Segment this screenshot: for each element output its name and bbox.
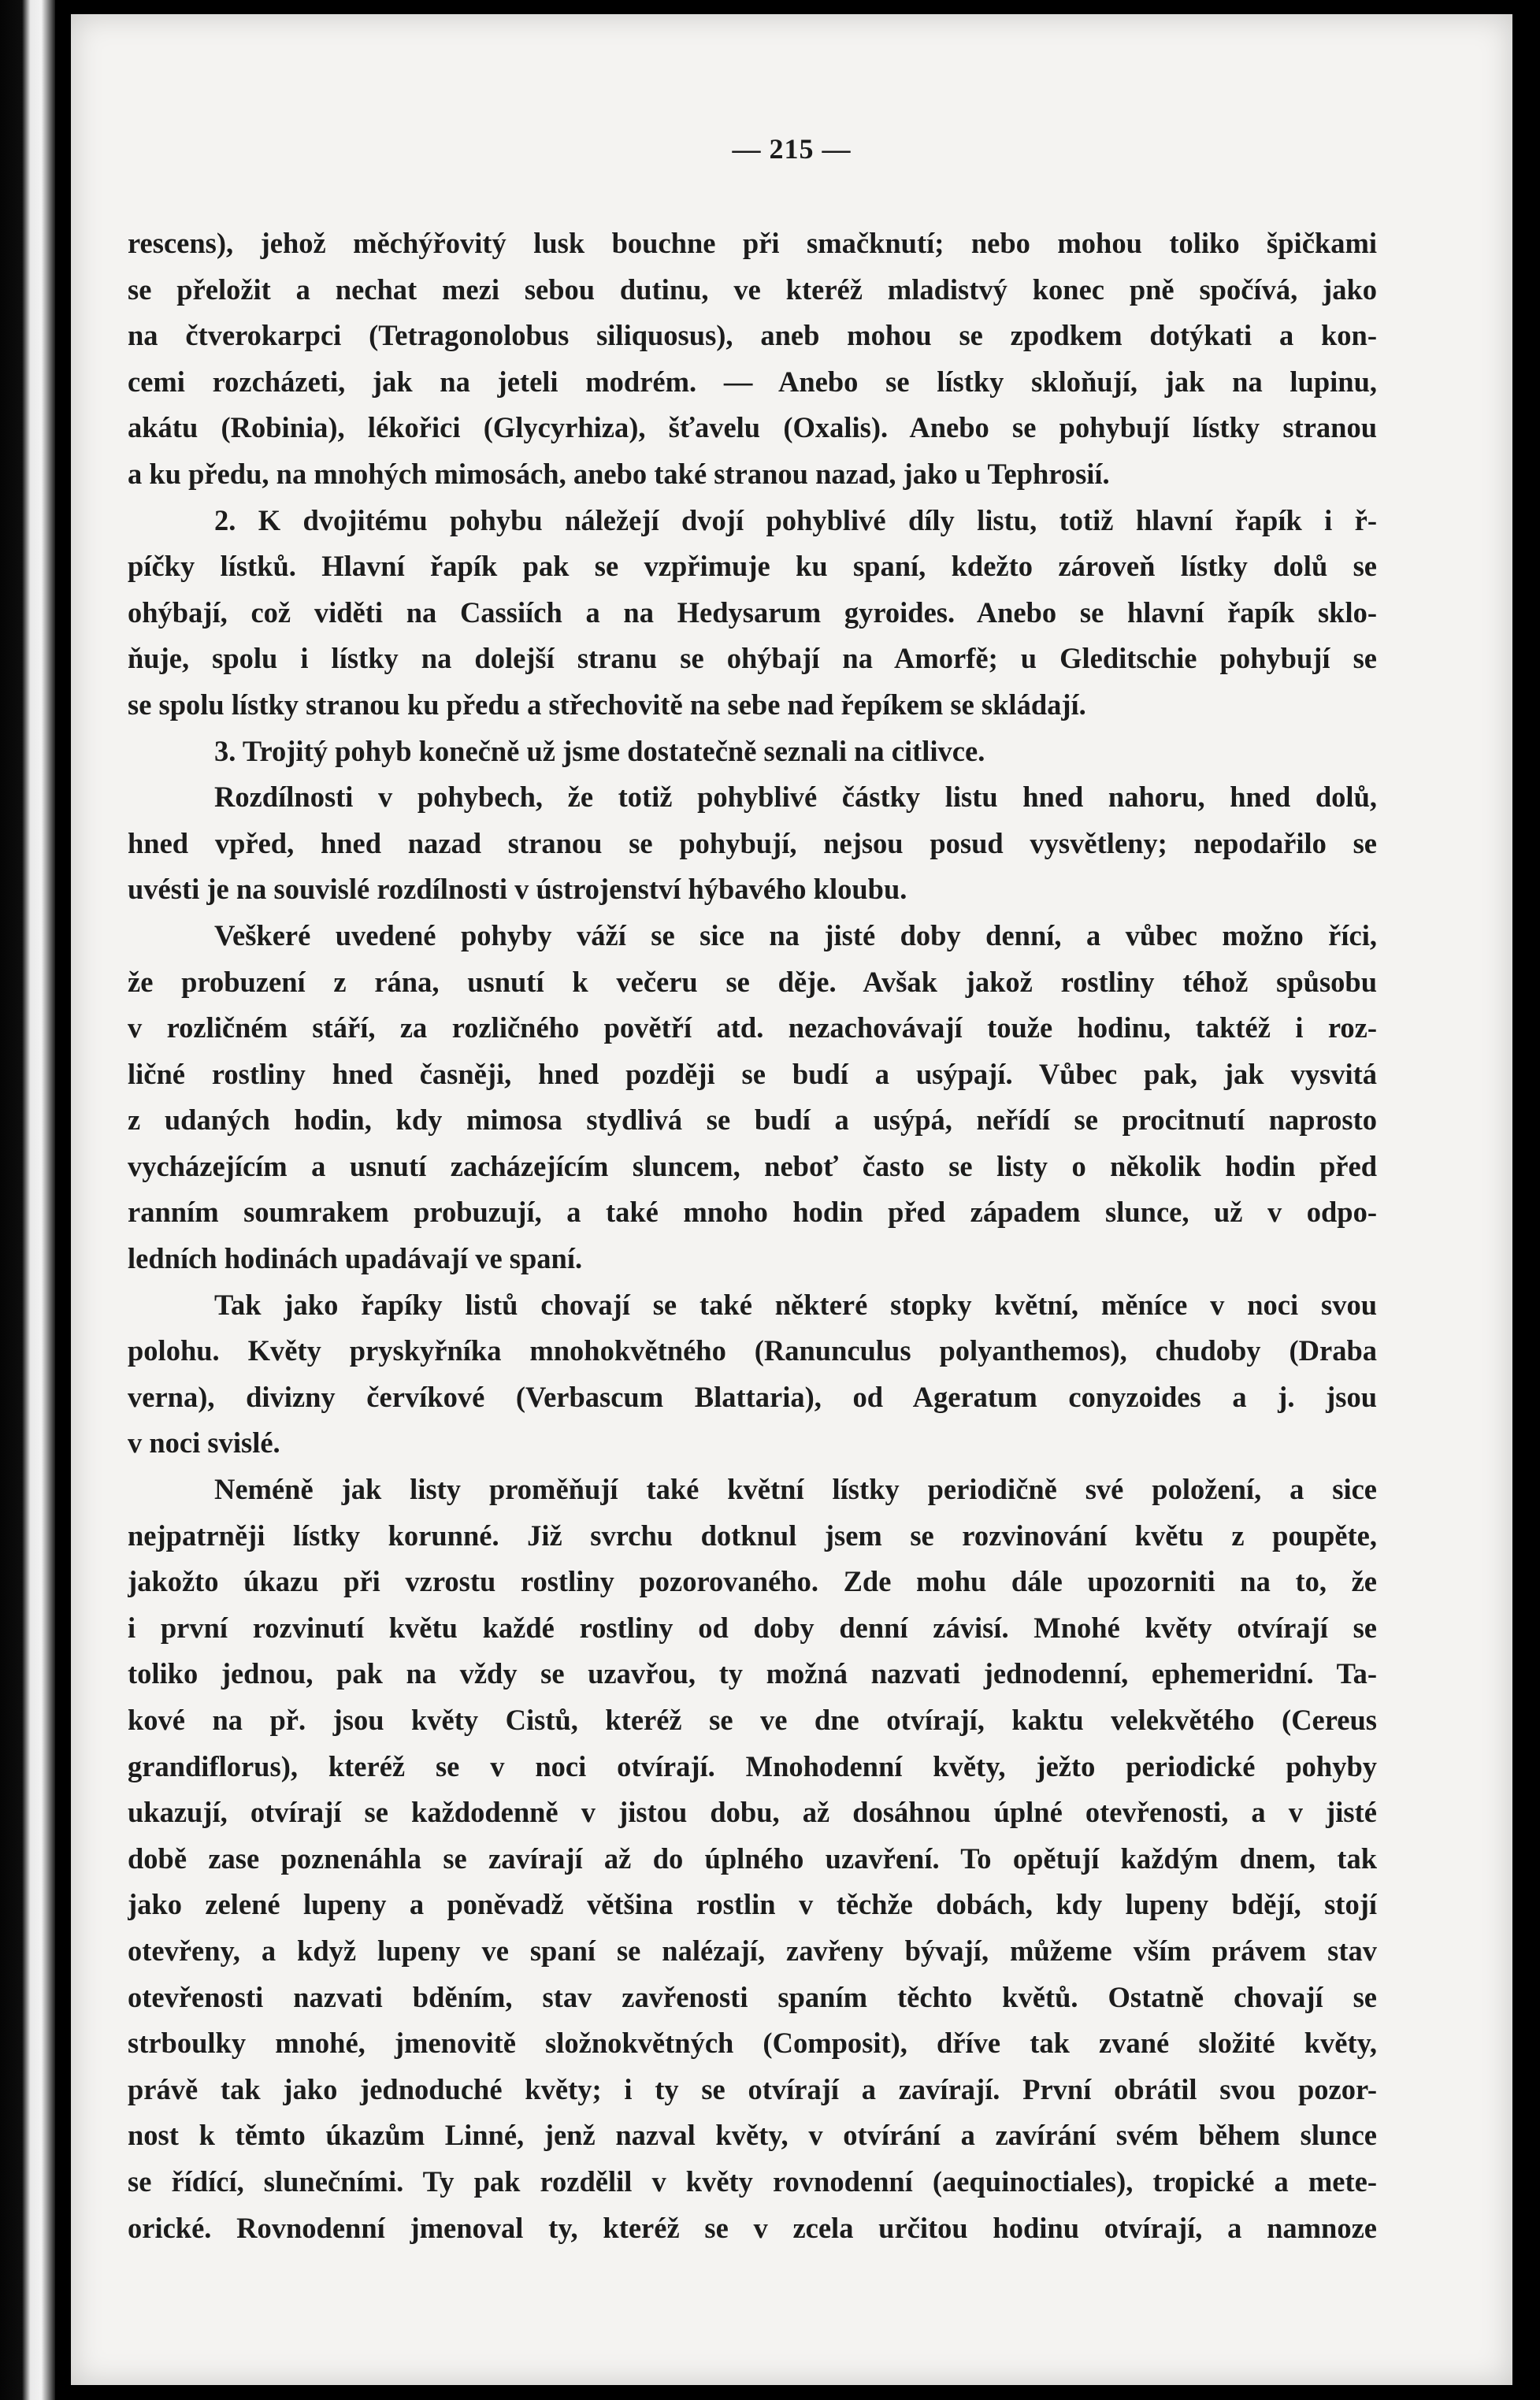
text-line: ličné rostliny hned časněji, hned později se budí a usýpají. Vůbec pak, jak vysvitá bbox=[128, 1057, 1377, 1090]
text-line: době zase poznenáhla se zavírají až do úplného uzavření. To opětují každým dnem, tak bbox=[128, 1842, 1377, 1875]
text-line: se spolu lístky stranou ku předu a střechovitě na sebe nad řepíkem se skládají. bbox=[128, 688, 1086, 721]
text-line: ukazují, otvírají se každodenně v jistou dobu, až dosáhnou úplné otevřenosti, a v jisté bbox=[128, 1796, 1377, 1829]
text-line: toliko jednou, pak na vždy se uzavřou, ty možná nazvati jednodenní, ephemeridní. Ta- bbox=[128, 1657, 1377, 1690]
text-line: nost k těmto úkazům Linné, jenž nazval květy, v otvírání a zavírání svém během slunce bbox=[128, 2119, 1377, 2152]
text-line: otevřenosti nazvati bděním, stav zavřenosti spaním těchto květů. Ostatně chovají se bbox=[128, 1980, 1377, 2013]
text-line: právě tak jako jednoduché květy; i ty se otvírají a zavírají. První obrátil svou pozor- bbox=[128, 2072, 1377, 2105]
text-line: že probuzení z rána, usnutí k večeru se děje. Avšak jakož rostliny téhož spůsobu bbox=[128, 965, 1377, 998]
text-line: uvésti je na souvislé rozdílnosti v ústrojenství hýbavého kloubu. bbox=[128, 873, 907, 906]
text-line: ohýbají, což viděti na Cassiích a na Hedysarum gyroides. Anebo se hlavní řapík sklo- bbox=[128, 595, 1377, 629]
text-line: Rozdílnosti v pohybech, že totiž pohyblivé částky listu hned nahoru, hned dolů, bbox=[214, 781, 1377, 814]
text-line: vycházejícím a usnutí zacházejícím sluncem, neboť často se listy o několik hodin před bbox=[128, 1149, 1377, 1182]
text-line: nejpatrněji lístky korunné. Již svrchu dotknul jsem se rozvinování květu z poupěte, bbox=[128, 1519, 1377, 1552]
text-line: strboulky mnohé, jmenovitě složnokvětných (Composit), dříve tak zvané složité květy, bbox=[128, 2027, 1377, 2060]
text-line: ledních hodinách upadávají ve spaní. bbox=[128, 1242, 583, 1275]
text-line: verna), divizny červíkové (Verbascum Blattaria), od Ageratum conyzoides a j. jsou bbox=[128, 1380, 1377, 1413]
text-line: Veškeré uvedené pohyby váží se sice na jisté doby denní, a vůbec možno říci, bbox=[214, 918, 1377, 951]
text-line: hned vpřed, hned nazad stranou se pohybují, nejsou posud vysvětleny; nepodařilo se bbox=[128, 826, 1377, 859]
text-line: jako zelené lupeny a poněvadž většina rostlin v těchže dobách, kdy lupeny bdějí, stojí bbox=[128, 1888, 1377, 1921]
text-line: na čtverokarpci (Tetragonolobus siliquosus), aneb mohou se zpodkem dotýkati a kon- bbox=[128, 319, 1377, 352]
scan-binding-edge bbox=[0, 0, 55, 2400]
text-line: ranním soumrakem probuzují, a také mnoho hodin před západem slunce, už v odpo- bbox=[128, 1196, 1377, 1229]
page-number: — 215 — bbox=[732, 133, 852, 165]
text-line: Tak jako řapíky listů chovají se také některé stopky květní, měníce v noci svou bbox=[214, 1288, 1377, 1321]
text-line: akátu (Robinia), lékořici (Glycyrhiza), šťavelu (Oxalis). Anebo se pohybují lístky stranou bbox=[128, 411, 1377, 444]
text-line: kové na př. jsou květy Cistů, kteréž se ve dne otvírají, kaktu velekvětého (Cereus bbox=[128, 1704, 1377, 1736]
text-line: a ku předu, na mnohých mimosách, anebo také stranou nazad, jako u Tephrosií. bbox=[128, 457, 1110, 490]
book-page bbox=[71, 14, 1512, 2385]
text-line: v rozličném stáří, za rozličného povětří atd. nezachovávají touže hodinu, taktéž i roz- bbox=[128, 1011, 1377, 1044]
text-line: grandiflorus), kteréž se v noci otvírají. Mnohodenní květy, ježto periodické pohyby bbox=[128, 1749, 1377, 1782]
text-line: v noci svislé. bbox=[128, 1426, 280, 1460]
text-line: i první rozvinutí květu každé rostliny od doby denní závisí. Mnohé květy otvírají se bbox=[128, 1611, 1377, 1644]
text-line bbox=[128, 2251, 1377, 2298]
text-line: Neméně jak listy proměňují také květní lístky periodičně své položení, a sice bbox=[214, 1473, 1377, 1506]
text-line: 3. Trojitý pohyb konečně už jsme dostatečně seznali na citlivce. bbox=[214, 734, 985, 767]
text-line: jakožto úkazu při vzrostu rostliny pozorovaného. Zde mohu dále upozorniti na to, že bbox=[128, 1565, 1377, 1598]
text-line: se přeložit a nechat mezi sebou dutinu, ve kteréž mladistvý konec pně spočívá, jako bbox=[128, 273, 1377, 306]
text-line: z udaných hodin, kdy mimosa stydlivá se budí a usýpá, neřídí se procitnutí naprosto bbox=[128, 1104, 1377, 1137]
text-line: ňuje, spolu i lístky na dolejší stranu se ohýbají na Amorfě; u Gleditschie pohybují se bbox=[128, 642, 1377, 675]
text-line: píčky lístků. Hlavní řapík pak se vzpřimuje ku spaní, kdežto zároveň lístky dolů se bbox=[128, 550, 1377, 583]
text-line: se řídící, slunečními. Ty pak rozdělil v květy rovnodenní (aequinoctiales), tropické a mete- bbox=[128, 2164, 1377, 2198]
text-line: 2. K dvojitému pohybu náležejí dvojí pohyblivé díly listu, totiž hlavní řapík i ř- bbox=[214, 503, 1377, 536]
text-line: polohu. Květy pryskyřníka mnohokvětného (Ranunculus polyanthemos), chudoby (Draba bbox=[128, 1334, 1377, 1367]
text-line: orické. Rovnodenní jmenoval ty, kteréž se v zcela určitou hodinu otvírají, a namnoze bbox=[128, 2211, 1377, 2244]
text-line: otevřeny, a když lupeny ve spaní se nalézají, zavřeny bývají, můžeme vším právem stav bbox=[128, 1934, 1377, 1967]
text-line: rescens), jehož měchýřovitý lusk bouchne při smačknutí; nebo mohou toliko špičkami bbox=[128, 227, 1377, 259]
page-body-text bbox=[128, 221, 1377, 2298]
text-line: cemi rozcházeti, jak na jeteli modrém. — Anebo se lístky skloňují, jak na lupinu, bbox=[128, 365, 1377, 398]
